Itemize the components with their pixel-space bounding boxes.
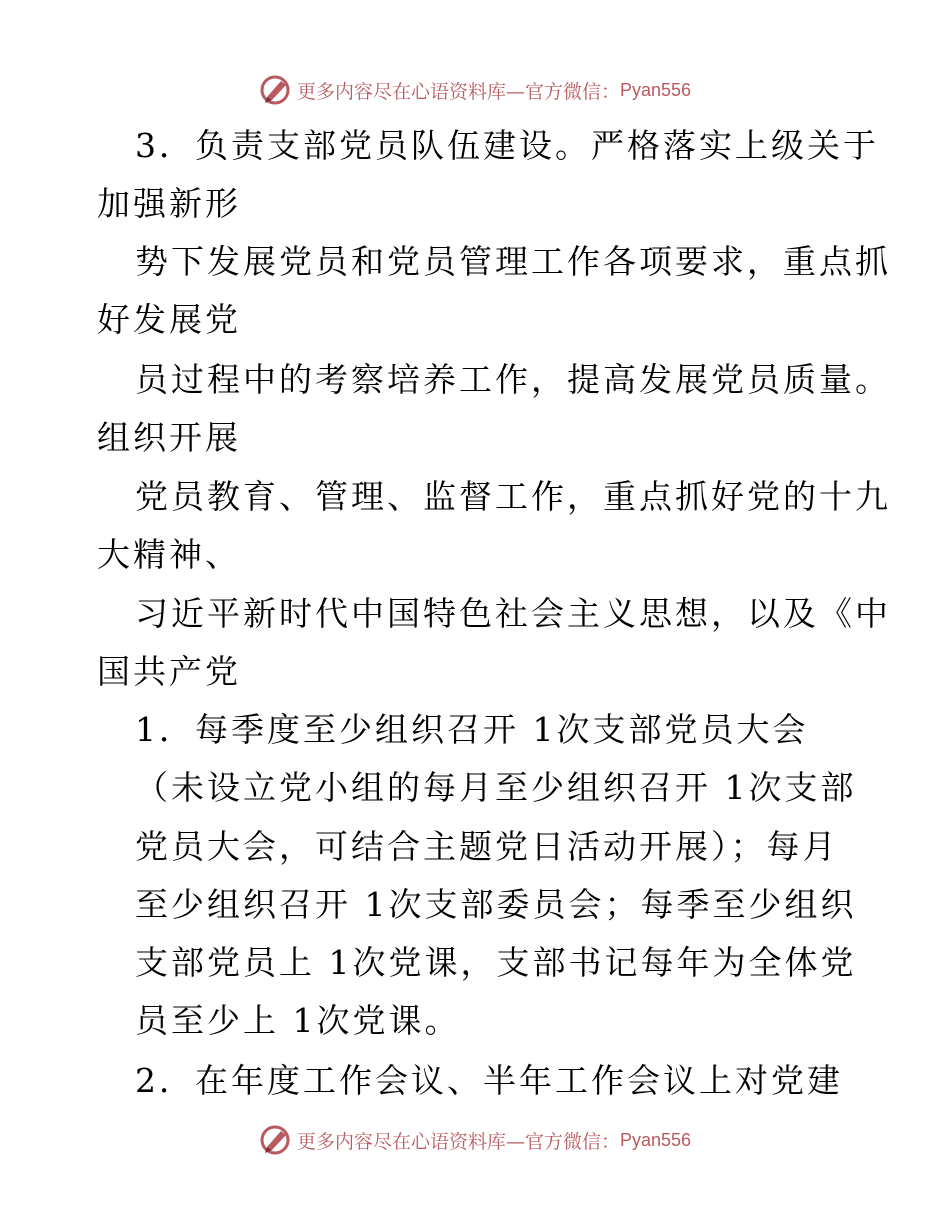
text-line: （未设立党小组的每月至少组织召开 1次支部 — [135, 768, 857, 807]
text-line: 组织开展 — [97, 418, 241, 457]
text-line: 国共产党 — [97, 652, 241, 691]
text-line: 3．负责支部党员队伍建设。严格落实上级关于 — [135, 126, 879, 165]
text-line: 大精神、 — [97, 535, 241, 574]
text-line: 党员大会，可结合主题党日活动开展）；每月 — [135, 827, 839, 866]
text-line: 加强新形 — [97, 184, 241, 223]
text-line: 势下发展党员和党员管理工作各项要求，重点抓 — [135, 242, 891, 281]
text-line: 习近平新时代中国特色社会主义思想，以及《中 — [135, 594, 891, 633]
text-line: 员过程中的考察培养工作，提高发展党员质量。 — [135, 360, 891, 399]
watermark-text: 更多内容尽在心语资料库—官方微信： — [296, 80, 620, 103]
text-line: 员至少上 1次党课。 — [135, 1001, 461, 1040]
text-line: 支部党员上 1次党课，支部书记每年为全体党 — [135, 943, 857, 982]
watermark-text: 更多内容尽在心语资料库—官方微信： — [296, 1130, 620, 1153]
watermark-handle: Pyan556 — [619, 1129, 692, 1150]
watermark-footer — [0, 1120, 950, 1160]
watermark-header — [0, 70, 950, 110]
text-line: 1．每季度至少组织召开 1次支部党员大会 — [135, 710, 809, 749]
pen-logo-icon — [259, 73, 293, 107]
text-line: 至少组织召开 1次支部委员会；每季至少组织 — [135, 885, 857, 924]
text-line: 2．在年度工作会议、半年工作会议上对党建 — [135, 1061, 843, 1100]
text-line: 好发展党 — [97, 300, 241, 339]
watermark-handle: Pyan556 — [619, 79, 692, 100]
text-line: 党员教育、管理、监督工作，重点抓好党的十九 — [135, 477, 891, 516]
pen-logo-icon — [259, 1123, 293, 1157]
